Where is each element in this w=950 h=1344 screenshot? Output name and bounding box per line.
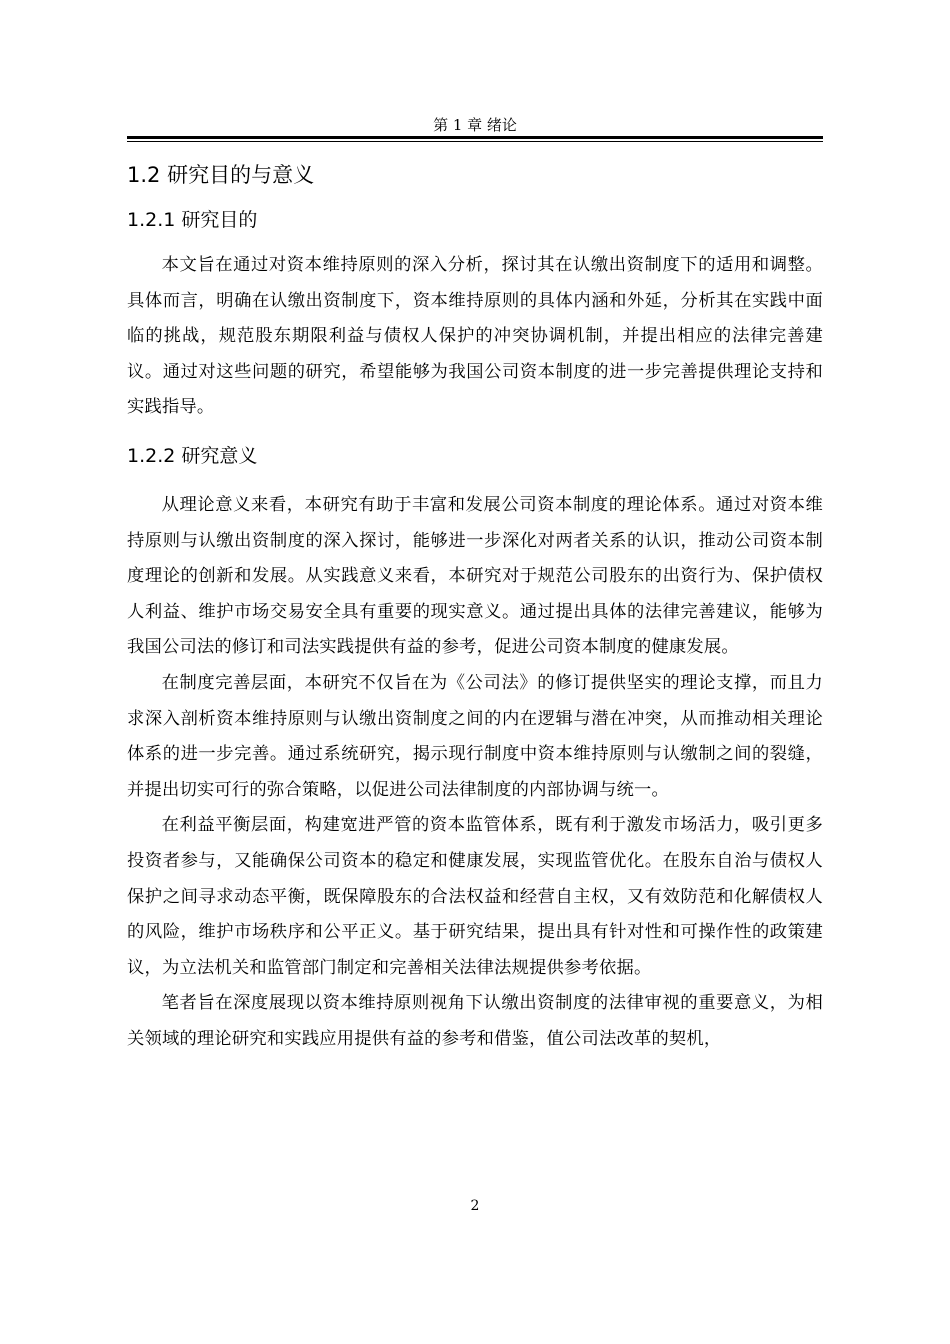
subsection-heading-purpose: 1.2.1 研究目的 [127, 209, 258, 231]
subsection-heading-significance: 1.2.2 研究意义 [127, 444, 258, 467]
page-number: 2 [470, 1198, 480, 1214]
paragraph: 从理论意义来看，本研究有助于丰富和发展公司资本制度的理论体系。通过对资本维持原则与认缴出资制度的深入探讨，能够进一步深化对两者关系的认识，推动公司资本制度理论的创新和发展。从实践意义来看，本研究对于规范公司股东的出资行为、保护债权人利益、维护市场交易安全具有重要的现实意义。通过提出具体的法律完善建议，能够为我国公司法的修订和司法实践提供有益的参考，促进公司资本制度的健康发展。 [127, 494, 823, 658]
paragraph: 本文旨在通过对资本维持原则的深入分析，探讨其在认缴出资制度下的适用和调整。具体而言，明确在认缴出资制度下，资本维持原则的具体内涵和外延，分析其在实践中面临的挑战，规范股东期限利益与债权人保护的冲突协调机制，并提出相应的法律完善建议。通过对这些问题的研究，希望能够为我国公司资本制度的进一步完善提供理论支持和实践指导。 [127, 255, 823, 418]
paragraph: 在制度完善层面，本研究不仅旨在为《公司法》的修订提供坚实的理论支撑，而且力求深入剖析资本维持原则与认缴出资制度之间的内在逻辑与潜在冲突，从而推动相关理论体系的进一步完善。通过系统研究，揭示现行制度中资本维持原则与认缴制之间的裂缝，并提出切实可行的弥合策略，以促进公司法律制度的内部协调与统一。 [127, 672, 823, 800]
page-body [127, 158, 823, 1057]
paragraph: 笔者旨在深度展现以资本维持原则视角下认缴出资制度的法律审视的重要意义，为相关领域的理论研究和实践应用提供有益的参考和借鉴，值公司法改革的契机， [127, 993, 823, 1049]
header-rule-thin [127, 141, 823, 142]
running-header: 第 1 章 绪论 [433, 116, 517, 134]
header-rule [127, 136, 823, 139]
paragraph: 在利益平衡层面，构建宽进严管的资本监管体系，既有利于激发市场活力，吸引更多投资者参与，又能确保公司资本的稳定和健康发展，实现监管优化。在股东自治与债权人保护之间寻求动态平衡，既保障股东的合法权益和经营自主权，又有效防范和化解债权人的风险，维护市场秩序和公平正义。基于研究结果，提出具有针对性和可操作性的政策建议，为立法机关和监管部门制定和完善相关法律法规提供参考依据。 [127, 815, 823, 978]
section-heading: 1.2 研究目的与意义 [127, 163, 315, 187]
